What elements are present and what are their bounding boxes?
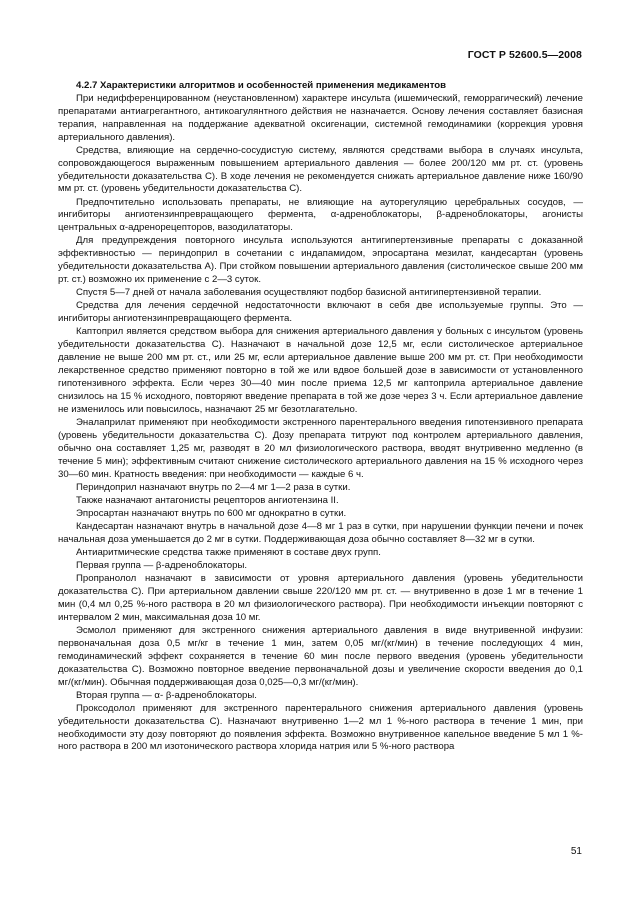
paragraph: Кандесартан назначают внутрь в начальной дозе 4—8 мг 1 раз в сутки, при нарушении функции печени и почек начальная доза уменьшается до 2 мг в сутки. Поддерживающая доза обычно составляет 8—32 мг в сутки. xyxy=(58,520,583,545)
paragraph: Каптоприл является средством выбора для снижения артериального давления у больных с инсультом (уровень убедительности доказательства С). Назначают в начальной дозе 12,5 мг, если систолическое артериальное давление не выше 200 мм рт. ст., или 25 мг, если артериальное давление выше 200 мм рт. ст. При необходимости лекарственное средство применяют повторно в той же или вдвое большей дозе в зависимости от установленного гипотензивного эффекта. Если через 30—40 мин после приема 12,5 мг каптоприла артериальное давление снизилось на 15 % исходного, повторяют введение препарата в той же дозе через 3 ч. Если артериальное давление не изменилось или повысилось, назначают 25 мг безотлагательно. xyxy=(58,326,583,415)
paragraph: Средства, влияющие на сердечно-сосудистую систему, являются средствами выбора в случаях инсульта, сопровождающегося выраженным повышением артериального давления — более 200/120 мм рт. ст. (уровень убедительности доказательства С). В ходе лечения не рекомендуется снижать артериальное давление ниже 160/90 мм рт. ст. (уровень убедительности доказательства С). xyxy=(58,144,583,195)
paragraph: Спустя 5—7 дней от начала заболевания осуществляют подбор базисной антигипертензивной терапии. xyxy=(76,287,542,299)
paragraph: Эпросартан назначают внутрь по 600 мг однократно в сутки. xyxy=(76,507,347,519)
paragraph: Периндоприл назначают внутрь по 2—4 мг 1—2 раза в сутки. xyxy=(76,481,351,493)
paragraph: Вторая группа — α- β-адреноблокаторы. xyxy=(76,689,257,701)
paragraph: Проксодолол применяют для экстренного парентерального снижения артериального давления (уровень убедительности доказательства С). Назначают внутривенно 1—2 мл 1 %-ного раствора в течение 1 мин, при необходимости эту дозу повторяют до появления эффекта. Возможно внутривенное капельное введение 5 мл 1 %-ного раствора в 200 мл изотонического раствора хлорида натрия или 5 %-ного раствора xyxy=(58,702,583,753)
paragraph: Предпочтительно использовать препараты, не влияющие на ауторегуляцию церебральных сосудов, — ингибиторы ангиотензинпревращающего фермента, α-адреноблокаторы, β-адреноблокаторы, агонисты центральных α-адренорецепторов, вазодилататоры. xyxy=(58,196,583,234)
paragraph: Для предупреждения повторного инсульта используются антигипертензивные препараты с доказанной эффективностью — периндоприл в сочетании с индапамидом, эпросартана мезилат, кандесартан (уровень убедительности доказательства А). При стойком повышении артериального давления (систолическое свыше 200 мм рт. ст.) возможно их применение с 2—3 суток. xyxy=(58,235,583,286)
section-heading: 4.2.7 Характеристики алгоритмов и особенностей применения медикаментов xyxy=(76,80,447,91)
page-number: 51 xyxy=(570,846,582,857)
paragraph: Пропранолол назначают в зависимости от уровня артериального давления (уровень убедительности доказательства С). При артериальном давлении свыше 220/120 мм рт. ст. — внутривенно в дозе 1 мг в течение 1 мин (0,4 мл 0,25 %-ного раствора в 20 мл физиологического раствора). При необходимости инъекции повторяют с интервалом 2 мин, максимальная доза 10 мг. xyxy=(58,573,583,623)
page-body xyxy=(58,80,583,755)
paragraph: Эсмолол применяют для экстренного снижения артериального давления в виде внутривенной инфузии: первоначальная доза 0,5 мг/кг в течение 1 мин, затем 0,05 мг/(кг/мин) в течение последующих 4 мин, гемодинамический эффект сохраняется в течение 60 мин после первого введения (уровень убедительности доказательства С). Возможно повторное введение первоначальной дозы и увеличение скорости введения до 0,1 мг/(кг/мин). Обычная поддерживающая доза 0,025—0,3 мг/(кг/мин). xyxy=(58,624,583,688)
paragraph: При недифференцированном (неустановленном) характере инсульта (ишемический, геморрагический) лечение препаратами антиагрегантного, антикоагулянтного действия не назначается. Основу лечения составляет базисная терапия, направленная на поддержание адекватной оксигенации, системной гемодинамики (коррекция уровня артериального давления). xyxy=(58,92,583,143)
paragraph: Первая группа — β-адреноблокаторы. xyxy=(76,559,248,571)
paragraph: Эналаприлат применяют при необходимости экстренного парентерального введения гипотензивного препарата (уровень убедительности доказательства С). Дозу препарата титруют под контролем артериального давления, обычно она составляет 1,25 мг, разводят в 20 мл физиологического раствора, вводят внутривенно медленно (в течение 5 мин); эффективным считают снижение систолического артериального давления на 15 % исходного через 30—60 мин. Кратность введения: при необходимости — каждые 6 ч. xyxy=(58,416,583,480)
paragraph: Антиаритмические средства также применяют в составе двух групп. xyxy=(76,546,381,558)
standard-number: ГОСТ Р 52600.5—2008 xyxy=(467,49,582,61)
paragraph: Средства для лечения сердечной недостаточности включают в себя две используемые группы. Это — ингибиторы ангиотензинпревращающего фермента. xyxy=(58,300,583,325)
paragraph: Также назначают антагонисты рецепторов ангиотензина II. xyxy=(76,494,339,506)
